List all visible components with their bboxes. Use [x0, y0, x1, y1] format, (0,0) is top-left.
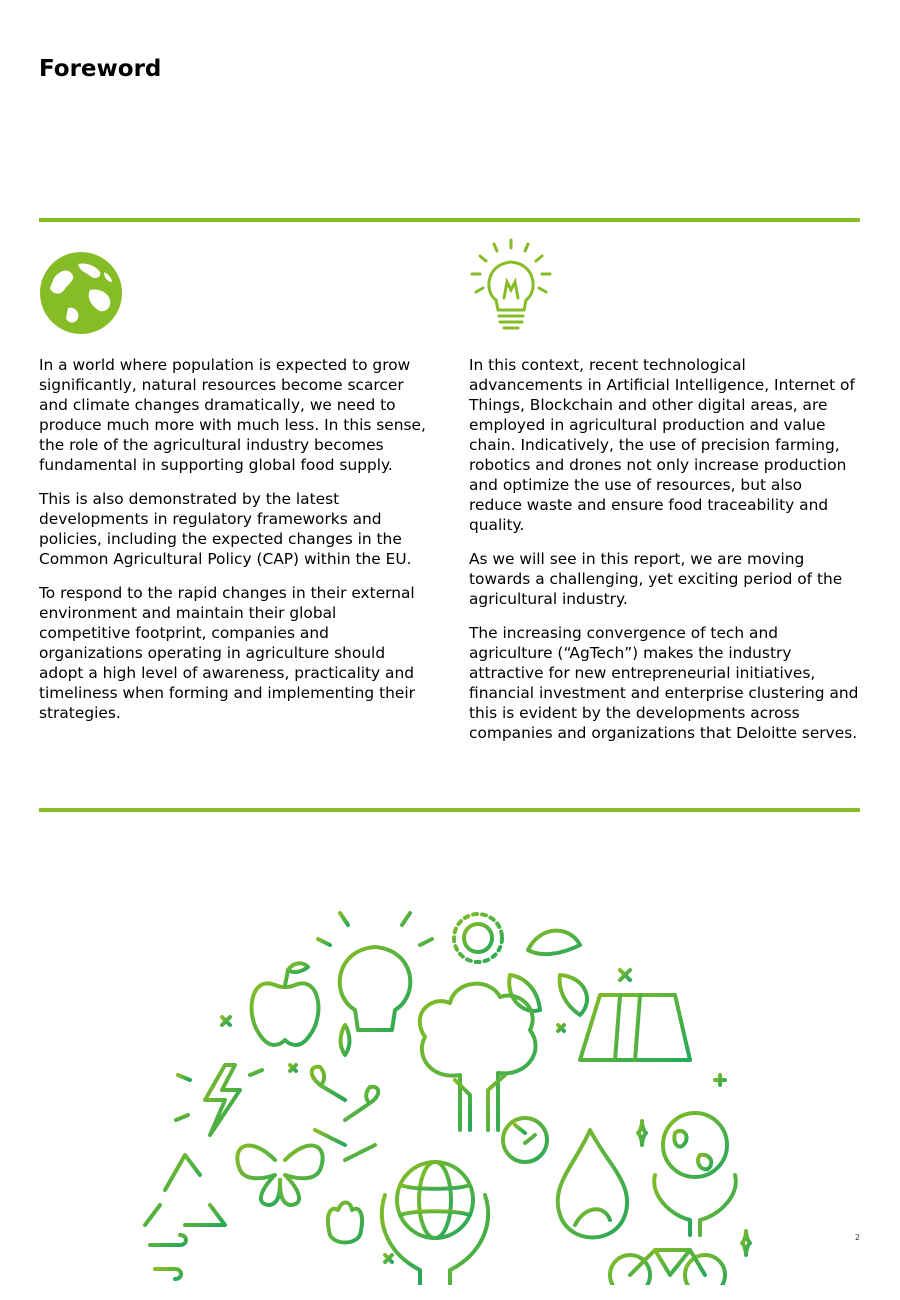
globe-icon	[38, 250, 124, 336]
right-column	[469, 355, 859, 757]
wind-illustration-icon	[145, 1235, 190, 1279]
left-paragraph-2: This is also demonstrated by the latest developments in regulatory frameworks and policies, including the expected changes in the Common Agricultural Policy (CAP) within the EU.	[39, 490, 412, 568]
light-bulb-icon	[466, 238, 556, 334]
energy-bolt-illustration-icon	[176, 1065, 262, 1135]
butterfly-illustration-icon	[237, 1146, 322, 1205]
bottom-divider	[39, 808, 860, 812]
leaf-illustration-icon	[503, 1118, 547, 1163]
right-paragraph-3: The increasing convergence of tech and agriculture (“AgTech”) makes the industry attractive for new entrepreneurial initiatives, financial investment and enterprise clustering and this is evident by the developments across companies and organizations that Deloitte serves.	[469, 624, 859, 742]
sun-illustration-icon	[454, 914, 502, 962]
page-number: 2	[855, 1233, 861, 1242]
apple-illustration-icon	[252, 963, 319, 1045]
bulb-illustration-icon	[318, 905, 432, 1050]
solar-panel-illustration-icon	[580, 995, 690, 1095]
water-drop-illustration-icon	[558, 1130, 627, 1238]
bicycle-illustration-icon	[610, 1250, 725, 1285]
page-title: Foreword	[39, 56, 162, 82]
globe-in-hands-illustration-icon	[382, 1162, 488, 1285]
left-paragraph-3: To respond to the rapid changes in their external environment and maintain their global competitive footprint, companies and organizations operating in agriculture should adopt a high level of awareness, practicality and timeliness when forming and implementing their strategies.	[39, 584, 415, 722]
right-paragraph-2: As we will see in this report, we are moving towards a challenging, yet exciting period of the agricultural industry.	[469, 550, 843, 608]
earth-in-hands-illustration-icon	[654, 1113, 736, 1235]
left-paragraph-1: In a world where population is expected to grow significantly, natural resources become scarcer and climate changes dramatically, we need to produce much more with much less. In this sense, the role of the agricultural industry becomes fundamental in supporting global food supply.	[39, 356, 426, 474]
top-divider	[39, 218, 860, 222]
tulip-illustration-icon	[328, 1203, 362, 1286]
sustainability-icons-illustration	[130, 905, 770, 1285]
recycle-illustration-icon	[145, 1155, 225, 1225]
right-paragraph-1: In this context, recent technological advancements in Artificial Intelligence, Internet of Things, Blockchain and other digital areas, are employed in agricultural production and value chain. Indicatively, the use of precision farming, robotics and drones not only increase production and optimize the use of resources, but also reduce waste and ensure food traceability and quality.	[469, 356, 855, 534]
leaves-recycle-illustration-icon	[509, 931, 587, 1015]
left-column	[39, 355, 429, 737]
